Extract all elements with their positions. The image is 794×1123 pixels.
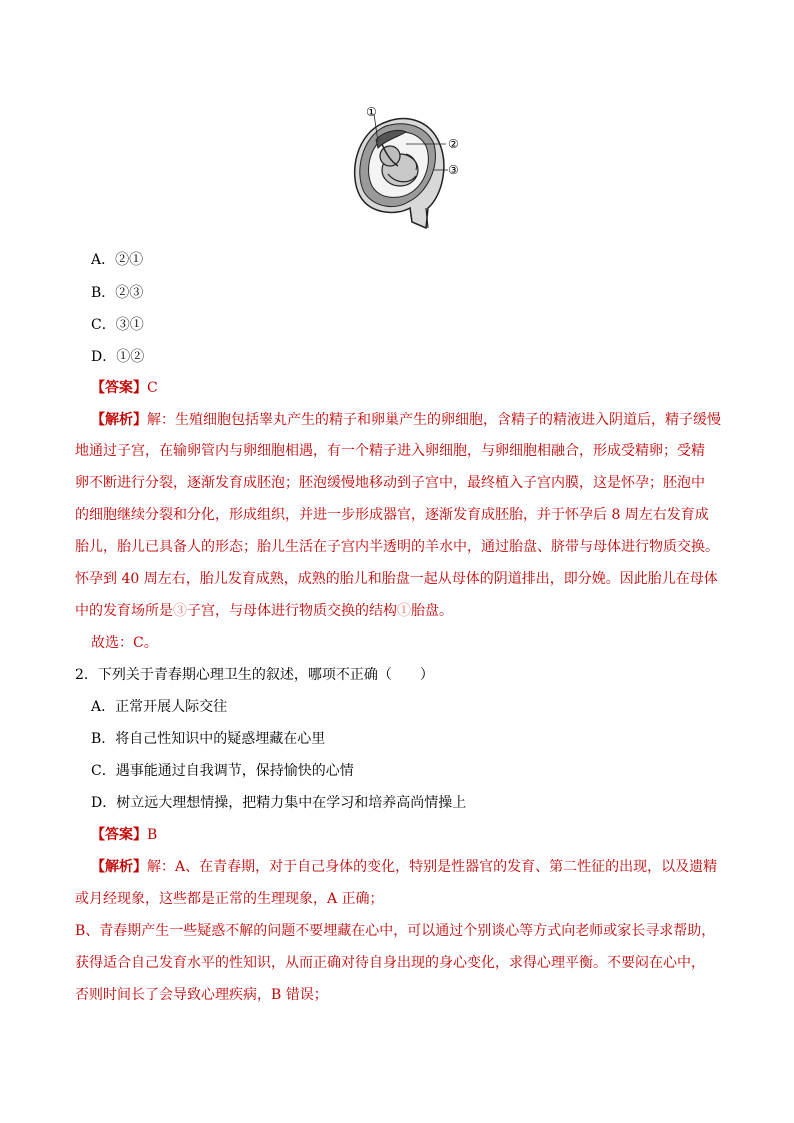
figure-label-3: ③ [448,163,459,177]
answer-value: C [147,380,158,396]
q1-conclusion: 故选：C。 [91,635,158,651]
analysis-tag: 【解析】 [91,412,147,428]
answer-value: B [147,827,158,843]
figure-label-2: ② [448,137,459,151]
q1-analysis-line-4: 的细胞继续分裂和分化，形成组织，并进一步形成器官，逐渐发育成胚胎，并于怀孕后 8 周左右发育成 [75,507,709,523]
analysis-fragment: 子宫，与母体进行物质交换的结构 [187,603,397,619]
q2-analysis-line-2: 或月经现象，这些都是正常的生理现象，A 正确； [75,891,384,907]
answer-tag: 【答案】 [91,827,147,843]
q1-option-a: A．②① [91,252,144,268]
q2-analysis-b-line-3: 否则时间长了会导致心理疾病，B 错误； [75,987,328,1003]
uterus-fetus-illustration [346,104,466,232]
circle-1-mark: ① [397,603,411,619]
figure-label-1: ① [366,105,377,119]
q2-analysis-b-line-1: B、青春期产生一些疑惑不解的问题不要埋藏在心中，可以通过个别谈心等方式向老师或家长寻求帮助， [75,923,716,939]
q1-answer [91,378,158,398]
q1-option-b: B．②③ [91,285,144,301]
analysis-tag: 【解析】 [91,859,147,875]
q1-analysis-line-2: 地通过子宫，在输卵管内与卵细胞相遇，有一个精子进入卵细胞，与卵细胞相融合，形成受精卵；受精 [75,443,705,459]
q1-analysis-line-7 [75,601,453,621]
circle-3-mark: ③ [173,603,187,619]
q1-analysis-line-1 [91,410,721,430]
q1-analysis-line-5: 胎儿，胎儿已具备人的形态；胎儿生活在子宫内半透明的羊水中，通过胎盘、脐带与母体进行物质交换。 [75,539,719,555]
q2-analysis-line-1 [91,857,717,877]
analysis-text: 解：A、在青春期，对于自己身体的变化，特别是性器官的发育、第二性征的出现，以及遗精 [147,859,718,875]
answer-tag: 【答案】 [91,380,147,396]
analysis-fragment: 中的发育场所是 [75,603,173,619]
analysis-text: 解：生殖细胞包括睾丸产生的精子和卵巢产生的卵细胞，含精子的精液进入阴道后，精子缓慢 [147,412,721,428]
q2-analysis-b-line-2: 获得适合自己发育水平的性知识，从而正确对待自身出现的身心变化，求得心理平衡。不要闷在心中， [75,955,705,971]
q2-option-a: A．正常开展人际交往 [91,699,228,715]
q1-option-c: C．③① [91,317,144,333]
q2-stem: 2．下列关于青春期心理卫生的叙述，哪项不正确（ ） [75,667,434,683]
q2-option-b: B．将自己性知识中的疑惑埋藏在心里 [91,731,326,747]
q2-option-c: C．遇事能通过自我调节，保持愉快的心情 [91,763,354,779]
uterus-fetus-figure [346,104,466,232]
q2-option-d: D．树立远大理想情操，把精力集中在学习和培养高尚情操上 [91,795,467,811]
q1-analysis-line-6: 怀孕到 40 周左右，胎儿发育成熟，成熟的胎儿和胎盘一起从母体的阴道排出，即分娩。因此胎儿在母体 [75,571,718,587]
q2-answer [91,825,157,845]
analysis-fragment: 胎盘。 [411,603,453,619]
q1-analysis-line-3: 卵不断进行分裂，逐渐发育成胚泡；胚泡缓慢地移动到子宫中，最终植入子宫内膜，这是怀孕；胚泡中 [75,475,705,491]
q1-option-d: D．①② [91,349,145,365]
